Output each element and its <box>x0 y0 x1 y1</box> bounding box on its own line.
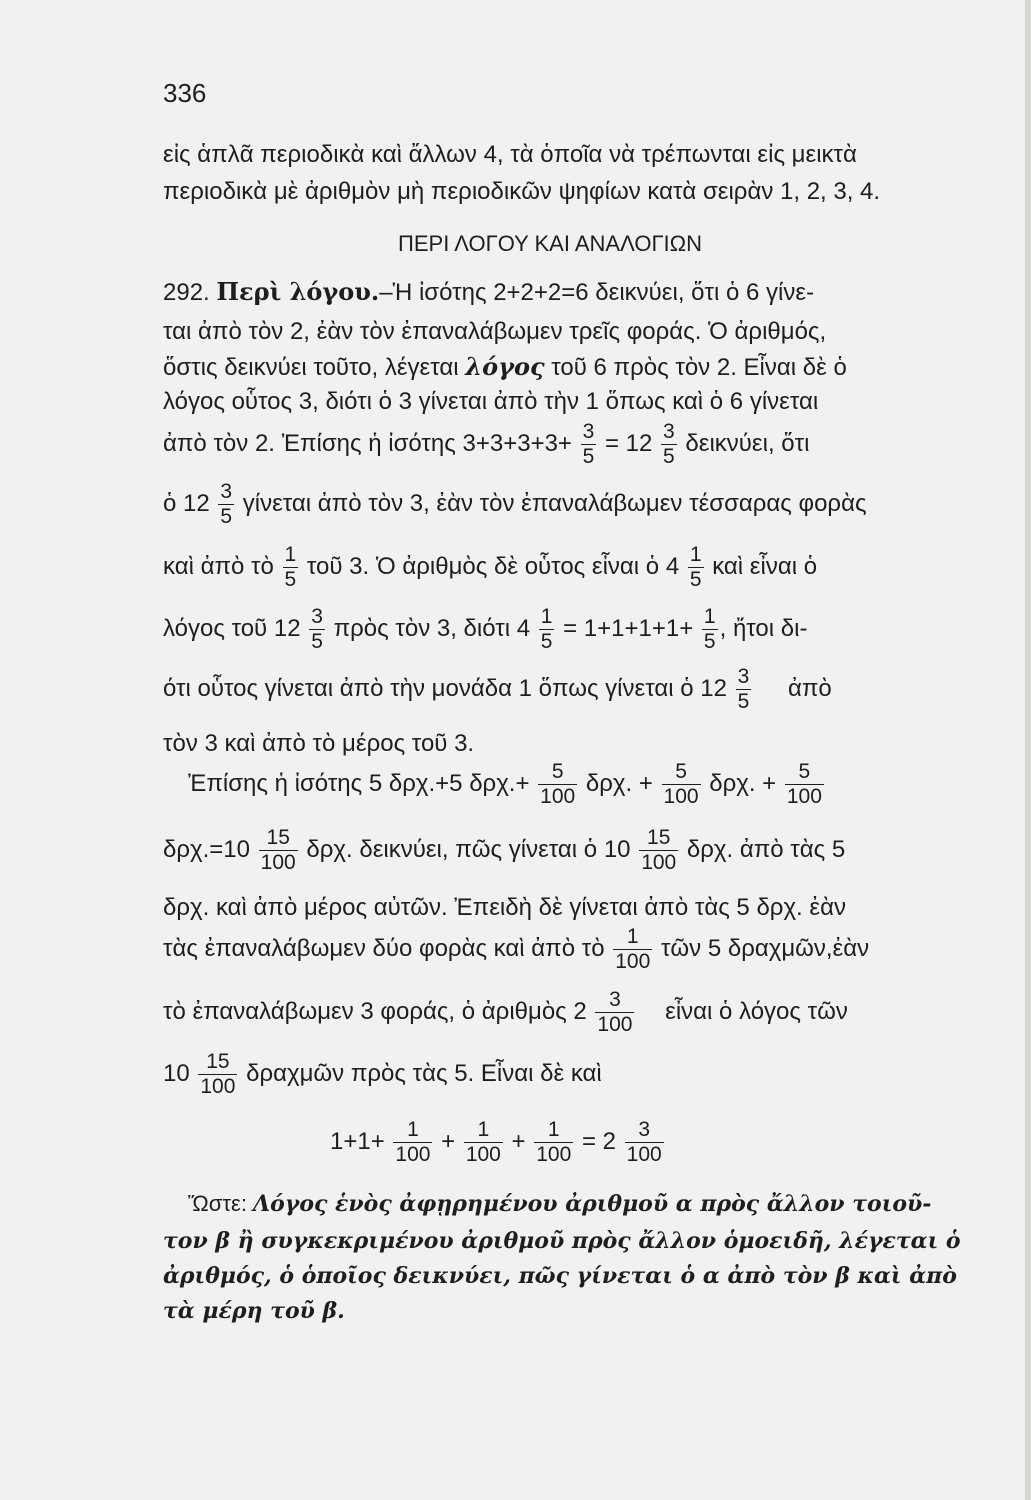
equation-line <box>330 1118 666 1167</box>
denominator: 100 <box>786 785 822 809</box>
text-line <box>163 420 809 469</box>
numerator: 5 <box>675 760 687 783</box>
text-run: 10 <box>163 1059 190 1087</box>
text-line <box>163 925 869 974</box>
text-line: εἰς ἁπλᾶ περιοδικὰ καὶ ἄλλων 4, τὰ ὁποῖα νὰ τρέπωνται εἰς μεικτὰ <box>163 141 857 168</box>
fraction <box>534 1118 573 1167</box>
numerator: 3 <box>582 420 595 443</box>
definition-text: Λόγος ἑνὸς ἀφῃρημένου ἀριθμοῦ α πρὸς ἄλλον τοιοῦ- <box>253 1191 932 1217</box>
text-run: τὰς ἐπαναλάβωμεν δύο φορὰς καὶ ἀπὸ τὸ <box>163 934 605 962</box>
fraction <box>539 605 555 654</box>
fraction <box>259 826 298 875</box>
text-line <box>163 352 847 381</box>
denominator: 5 <box>220 505 233 529</box>
numerator: 1 <box>407 1118 419 1141</box>
fraction <box>702 605 718 654</box>
section-heading: ΠΕΡΙ ΛΟΓΟΥ ΚΑΙ ΑΝΑΛΟΓΙΩΝ <box>398 231 703 256</box>
definition-line: τον β ἢ συγκεκριμένου ἀριθμοῦ πρὸς ἄλλον ὁμοειδῆ, λέγεται ὁ <box>163 1228 961 1254</box>
denominator: 5 <box>737 690 750 714</box>
text-line <box>163 665 832 714</box>
numerator: 1 <box>284 543 297 566</box>
text-run: καὶ ἀπὸ τὸ <box>163 552 274 580</box>
text-run: τοῦ 6 πρὸς τὸν 2. Εἶναι δὲ ὁ <box>544 354 847 381</box>
text-run: , ἤτοι δι- <box>719 614 808 642</box>
fraction <box>198 1050 237 1099</box>
text-line <box>163 988 848 1037</box>
text-run: δρχ. δεικνύει, πῶς γίνεται ὁ 10 <box>306 835 631 863</box>
text-run: Ὥστε: <box>188 1191 254 1216</box>
text-run: –Ἡ ἰσότης 2+2+2=6 δεικνύει, ὅτι ὁ 6 γίνε- <box>379 279 815 306</box>
fraction <box>688 543 704 592</box>
text-run: ἀπὸ τὸν 2. Ἐπίσης ἡ ἰσότης 3+3+3+3+ <box>163 429 572 457</box>
text-line <box>163 605 807 654</box>
text-line <box>163 277 815 306</box>
denominator: 5 <box>663 445 675 469</box>
text-line: τὸν 3 καὶ ἀπὸ τὸ μέρος τοῦ 3. <box>163 730 475 757</box>
numerator: 3 <box>609 988 621 1011</box>
page-edge <box>1025 0 1031 1500</box>
text-line: ται ἀπὸ τὸν 2, ἐὰν τὸν ἐπαναλάβωμεν τρεῖς φοράς. Ὁ ἀριθμός, <box>163 318 827 345</box>
denominator: 100 <box>260 851 296 875</box>
numerator: 1 <box>540 605 553 628</box>
denominator: 100 <box>597 1013 633 1037</box>
numerator: 3 <box>311 605 323 628</box>
denominator: 100 <box>641 851 677 875</box>
text-run: δραχμῶν πρὸς τὰς 5. Εἶναι δὲ καὶ <box>246 1059 602 1087</box>
term-logos: λόγος <box>465 352 545 381</box>
fraction <box>613 925 652 974</box>
denominator: 5 <box>689 568 702 592</box>
text-run: 1+1+ <box>330 1127 385 1155</box>
text-run: ότι οὗτος γίνεται ἀπὸ τὴν μονάδα 1 ὅπως γίνεται ὁ 12 <box>163 674 727 702</box>
text-run: εἶναι ὁ λόγος τῶν <box>665 997 848 1025</box>
denominator: 5 <box>540 630 553 654</box>
fraction <box>785 760 824 809</box>
text-run: δρχ. + <box>585 769 653 797</box>
text-run: τὸ ἐπαναλάβωμεν 3 φοράς, ὁ ἀριθμὸς 2 <box>163 997 587 1025</box>
text-line <box>188 760 826 809</box>
numerator: 1 <box>547 1118 560 1141</box>
text-line <box>163 543 817 592</box>
text-run: ὅστις δεικνύει τοῦτο, λέγεται <box>163 354 466 381</box>
definition-line: ἀριθμός, ὁ ὁποῖος δεικνύει, πῶς γίνεται ὁ α ἀπὸ τὸν β καὶ ἀπὸ <box>163 1263 957 1289</box>
text-run: + <box>511 1127 526 1155</box>
denominator: 100 <box>540 785 576 809</box>
fraction <box>283 543 299 592</box>
text-run: πρὸς τὸν 3, διότι 4 <box>333 614 531 642</box>
paragraph-title: Περὶ λόγου. <box>216 277 380 306</box>
denominator: 5 <box>582 445 595 469</box>
text-run: δεικνύει, ὅτι <box>685 429 810 457</box>
fraction <box>736 665 752 714</box>
numerator: 1 <box>626 925 639 948</box>
denominator: 100 <box>663 785 699 809</box>
text-line: λόγος οὗτος 3, διότι ὁ 3 γίνεται ἀπὸ τὴν 1 ὅπως καὶ ὁ 6 γίνεται <box>163 388 819 415</box>
text-run: δρχ.=10 <box>163 835 250 863</box>
fraction <box>581 420 597 469</box>
fraction <box>595 988 634 1037</box>
text-run: λόγος τοῦ 12 <box>163 614 301 642</box>
fraction <box>625 1118 664 1167</box>
denominator: 100 <box>395 1143 431 1167</box>
fraction <box>661 420 677 469</box>
numerator: 5 <box>551 760 564 783</box>
fraction <box>639 826 678 875</box>
text-run: δρχ. + <box>709 769 777 797</box>
denominator: 100 <box>615 950 651 974</box>
denominator: 5 <box>703 630 716 654</box>
text-run: ὁ 12 <box>163 489 210 517</box>
numerator: 3 <box>638 1118 650 1141</box>
text-line: δρχ. καὶ ἀπὸ μέρος αὐτῶν. Ἐπειδὴ δὲ γίνεται ἀπὸ τὰς 5 δρχ. ἐὰν <box>163 894 846 921</box>
denominator: 100 <box>626 1143 662 1167</box>
paragraph-number: 292. <box>163 279 210 306</box>
text-run: τοῦ 3. Ὁ ἀριθμὸς δὲ οὗτος εἶναι ὁ 4 <box>306 552 680 580</box>
fraction <box>393 1118 432 1167</box>
numerator: 3 <box>663 420 675 443</box>
text-run: Ἐπίσης ἡ ἰσότης 5 δρχ.+5 δρχ.+ <box>188 769 530 797</box>
numerator: 5 <box>798 760 811 783</box>
numerator: 3 <box>220 480 233 503</box>
page-number: 336 <box>163 78 207 108</box>
text-run: = 1+1+1+1+ <box>563 614 694 642</box>
fraction <box>538 760 577 809</box>
definition-line: τὰ μέρη τοῦ β. <box>163 1298 345 1324</box>
denominator: 100 <box>536 1143 572 1167</box>
text-run: τῶν 5 δραχμῶν,ἐὰν <box>660 934 870 962</box>
numerator: 15 <box>206 1050 230 1073</box>
definition-line <box>188 1193 931 1215</box>
text-run: ἀπὸ <box>787 674 832 702</box>
denominator: 100 <box>465 1143 501 1167</box>
fraction <box>309 605 325 654</box>
text-run: δρχ. ἀπὸ τὰς 5 <box>686 835 846 863</box>
text-run: + <box>441 1127 456 1155</box>
denominator: 5 <box>311 630 323 654</box>
denominator: 100 <box>200 1075 236 1099</box>
text-run: γίνεται ἀπὸ τὸν 3, ἐὰν τὸν ἐπαναλάβωμεν τέσσαρας φορὰς <box>242 489 867 517</box>
text-line <box>163 480 867 529</box>
numerator: 15 <box>266 826 290 849</box>
numerator: 15 <box>647 826 671 849</box>
fraction <box>662 760 701 809</box>
text-run: = 2 <box>581 1127 616 1155</box>
text-run: καὶ εἶναι ὁ <box>712 552 818 580</box>
fraction <box>464 1118 503 1167</box>
text-line <box>163 1050 602 1099</box>
numerator: 1 <box>689 543 702 566</box>
numerator: 1 <box>703 605 716 628</box>
fraction <box>218 480 234 529</box>
numerator: 3 <box>737 665 750 688</box>
text-line: περιοδικὰ μὲ ἀριθμὸν μὴ περιοδικῶν ψηφίων κατὰ σειρὰν 1, 2, 3, 4. <box>163 178 881 205</box>
text-line <box>163 826 845 875</box>
numerator: 1 <box>477 1118 490 1141</box>
denominator: 5 <box>284 568 297 592</box>
text-run: = 12 <box>604 429 653 457</box>
